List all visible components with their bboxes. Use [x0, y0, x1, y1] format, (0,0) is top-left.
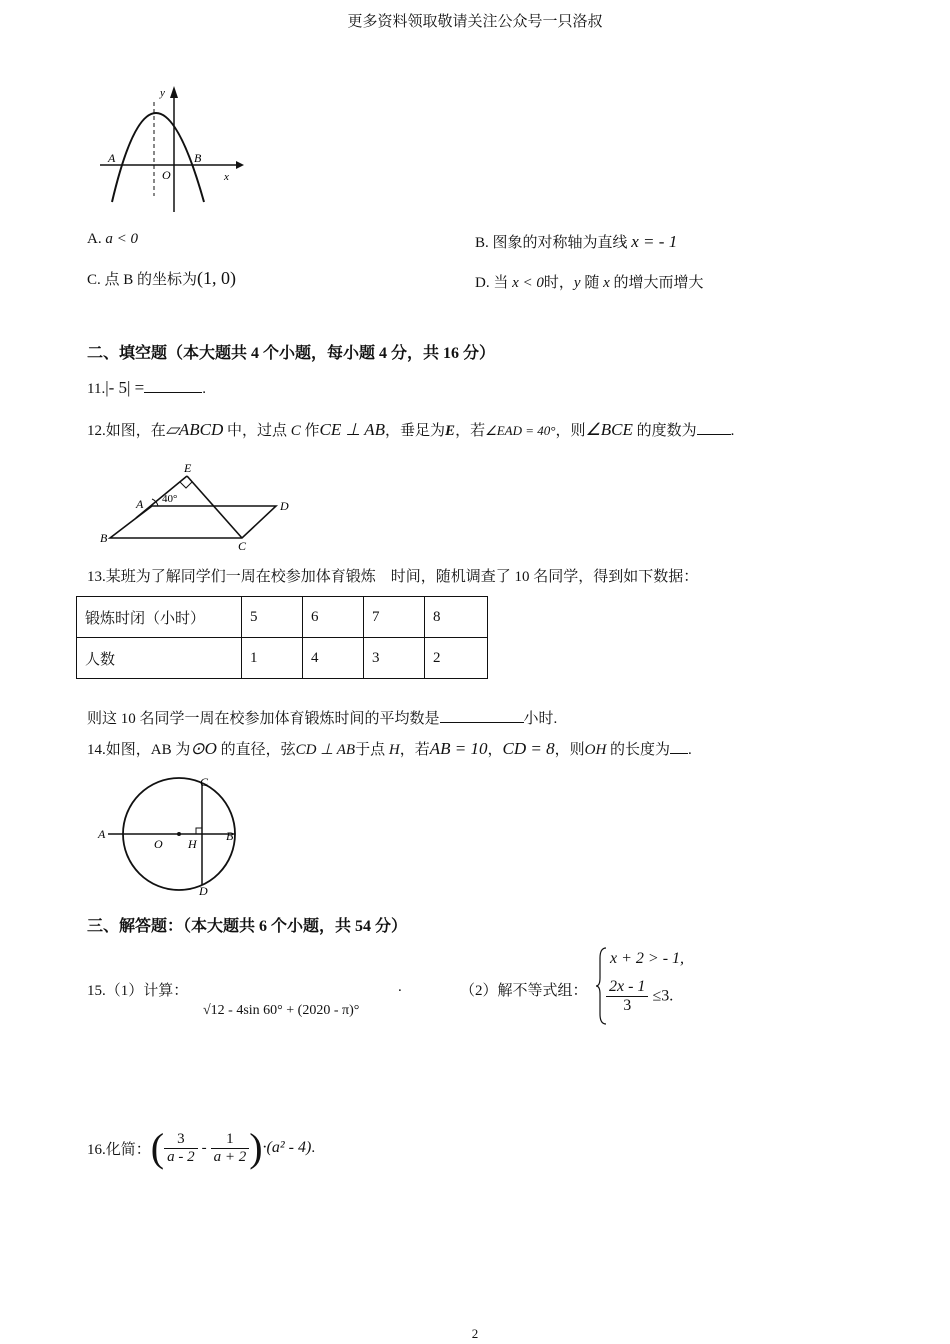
point-o-label: O	[154, 837, 163, 851]
question-15-expression: √12 - 4sin 60° + (2020 - π)°	[203, 1003, 360, 1018]
parabola-figure	[96, 84, 246, 214]
option-c: C. 点 B 的坐标为(1, 0)	[87, 268, 237, 288]
point-e-label: E	[184, 461, 192, 475]
question-15-part1: 15.（1）计算：	[87, 983, 189, 999]
x-axis-arrow	[236, 161, 244, 169]
y-label: y	[160, 87, 165, 99]
section-3-title: 三、解答题：（本大题共 6 个小题，共 54 分）	[87, 918, 408, 935]
angle-label: 40°	[162, 493, 178, 505]
point-b-label: B	[100, 531, 108, 545]
option-b: B. 图象的对称轴为直线 x = - 1	[475, 232, 678, 251]
table-row	[77, 597, 488, 638]
y-axis-arrow	[170, 86, 178, 98]
question-15-part2: （2）解不等式组：	[460, 983, 588, 999]
point-c-label: C	[200, 775, 209, 789]
table-cell: 6	[303, 597, 364, 638]
origin-label: O	[162, 168, 171, 182]
option-a: A. a < 0	[87, 231, 138, 247]
parallelogram-abcd	[110, 506, 276, 538]
table-cell: 8	[425, 597, 488, 638]
center-point	[177, 832, 181, 836]
table-row	[77, 638, 488, 679]
table-cell: 3	[364, 638, 425, 679]
point-d-label: D	[280, 499, 289, 513]
question-16: 16.化简： ( $\frac{3}{a - 2}$ - $\frac{1}{a + 2}$ ) ·(a² - 4) .	[87, 1125, 316, 1170]
table-cell: 5	[242, 597, 303, 638]
option-d: D. 当 x < 0时，y 随 x 的增大而增大	[475, 275, 704, 291]
point-h-label: H	[188, 837, 197, 851]
page-header: 更多资料领取敬请关注公众号一只洛叔	[347, 14, 603, 30]
section-2-title: 二、填空题（本大题共 4 个小题，每小题 4 分，共 16 分）	[87, 345, 496, 362]
x-label: x	[224, 171, 229, 183]
point-d-label: D	[199, 884, 208, 898]
table-cell: 1	[242, 638, 303, 679]
point-a-label: A	[98, 827, 106, 841]
point-a-label: A	[136, 497, 144, 511]
exercise-data-table	[76, 596, 488, 679]
parabola-curve	[112, 113, 204, 202]
right-angle-mark	[180, 482, 192, 488]
table-cell: 锻炼时闭（小时）	[77, 597, 242, 638]
question-12: 12.如图，在▱ABCD 中，过点 C 作CE ⊥ AB，垂足为E，若∠EAD = 40°，则∠BCE 的度数为 .	[87, 420, 735, 439]
inequality-1: x + 2 > - 1,	[610, 950, 685, 967]
table-cell: 7	[364, 597, 425, 638]
point-b-label: B	[226, 829, 234, 843]
question-13-followup: 则这 10 名同学一周在校参加体育锻炼时间的平均数是 小时.	[87, 707, 557, 728]
question-15-dot: .	[398, 979, 402, 995]
question-11: 11.|- 5| = .	[87, 378, 207, 397]
circle-figure	[92, 774, 242, 898]
question-14: 14.如图，AB 为⊙O 的直径，弦CD ⊥ AB于点 H，若AB = 10，CD = 8，则OH 的长度为 .	[87, 739, 692, 758]
segment-ec	[187, 476, 242, 538]
parallelogram-figure	[96, 460, 306, 554]
point-a-label: A	[108, 151, 116, 165]
table-cell: 人数	[77, 638, 242, 679]
inequality-2: $\frac{2x - 1}{3}$ ≤3.	[606, 978, 673, 1015]
question-13: 13.某班为了解同学们一周在校参加体育锻炼 时间，随机调查了 10 名同学，得到如下数据：	[87, 569, 699, 585]
table-cell: 2	[425, 638, 488, 679]
page-number: 2	[471, 1326, 479, 1341]
table-cell: 4	[303, 638, 364, 679]
point-b-label: B	[194, 151, 202, 165]
point-c-label: C	[238, 539, 247, 553]
right-angle-mark	[196, 828, 202, 834]
